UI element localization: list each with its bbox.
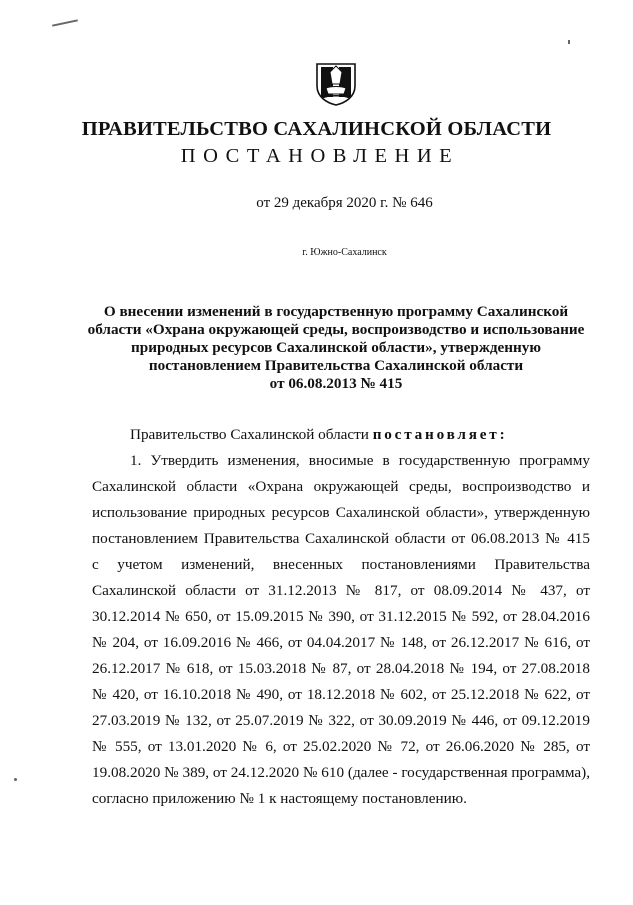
organization-name: ПРАВИТЕЛЬСТВО САХАЛИНСКОЙ ОБЛАСТИ — [81, 118, 552, 140]
preamble-text: Правительство Сахалинской области — [130, 426, 373, 443]
preamble — [92, 426, 590, 444]
body-line: 26.12.2017 № 618, от 15.03.2018 № 87, от 28.04.2018 № 194, от 27.08.2018 — [92, 660, 590, 677]
body-line: № 204, от 16.09.2016 № 466, от 04.04.2017 № 148, от 26.12.2017 № 616, от — [92, 634, 590, 651]
document-date: от 29 декабря 2020 г. № 646 — [256, 195, 433, 211]
title-line: О внесении изменений в государственную программу Сахалинской — [103, 303, 569, 320]
body-line: № 420, от 16.10.2018 № 490, от 18.12.2018 № 602, от 25.12.2018 № 622, от — [92, 686, 590, 703]
body-line: согласно приложению № 1 к настоящему постановлению. — [92, 790, 467, 807]
body-line: 30.12.2014 № 650, от 15.09.2015 № 390, от 31.12.2015 № 592, от 28.04.2016 — [92, 608, 590, 625]
body-line: № 555, от 13.01.2020 № 6, от 25.02.2020 № 72, от 26.06.2020 № 285, от — [92, 738, 590, 755]
body-line: постановлением Правительства Сахалинской области от 06.08.2013 № 415 — [92, 530, 590, 547]
scan-mark — [52, 19, 78, 26]
title-line: природных ресурсов Сахалинской области», утвержденную — [131, 339, 541, 356]
document-type: ПОСТАНОВЛЕНИЕ — [180, 145, 460, 167]
document-city: г. Южно-Сахалинск — [302, 247, 387, 258]
sakhalin-coat-of-arms-icon — [314, 62, 358, 106]
title-line: постановлением Правительства Сахалинской области — [148, 357, 524, 374]
document-title — [86, 303, 586, 393]
body-line: Сахалинской области «Охрана окружающей среды, воспроизводство и — [92, 478, 590, 495]
body-line: Сахалинской области от 31.12.2013 № 817, от 08.09.2014 № 437, от — [92, 582, 590, 599]
body-line: использование природных ресурсов Сахалинской области», утвержденную — [92, 504, 590, 521]
scan-mark — [14, 778, 17, 781]
body-line: 19.08.2020 № 389, от 24.12.2020 № 610 (далее - государственная программа), — [92, 764, 590, 781]
title-line: области «Охрана окружающей среды, воспроизводство и использование — [87, 321, 585, 338]
body-line: 1. Утвердить изменения, вносимые в государственную программу — [130, 452, 590, 469]
scan-mark — [568, 40, 570, 44]
title-line: от 06.08.2013 № 415 — [269, 375, 403, 392]
body-line: 27.03.2019 № 132, от 25.07.2019 № 322, от 30.09.2019 № 446, от 09.12.2019 — [92, 712, 590, 729]
preamble-keyword: постановляет: — [372, 426, 508, 443]
body-line: с учетом изменений, внесенных постановлениями Правительства — [92, 556, 590, 573]
